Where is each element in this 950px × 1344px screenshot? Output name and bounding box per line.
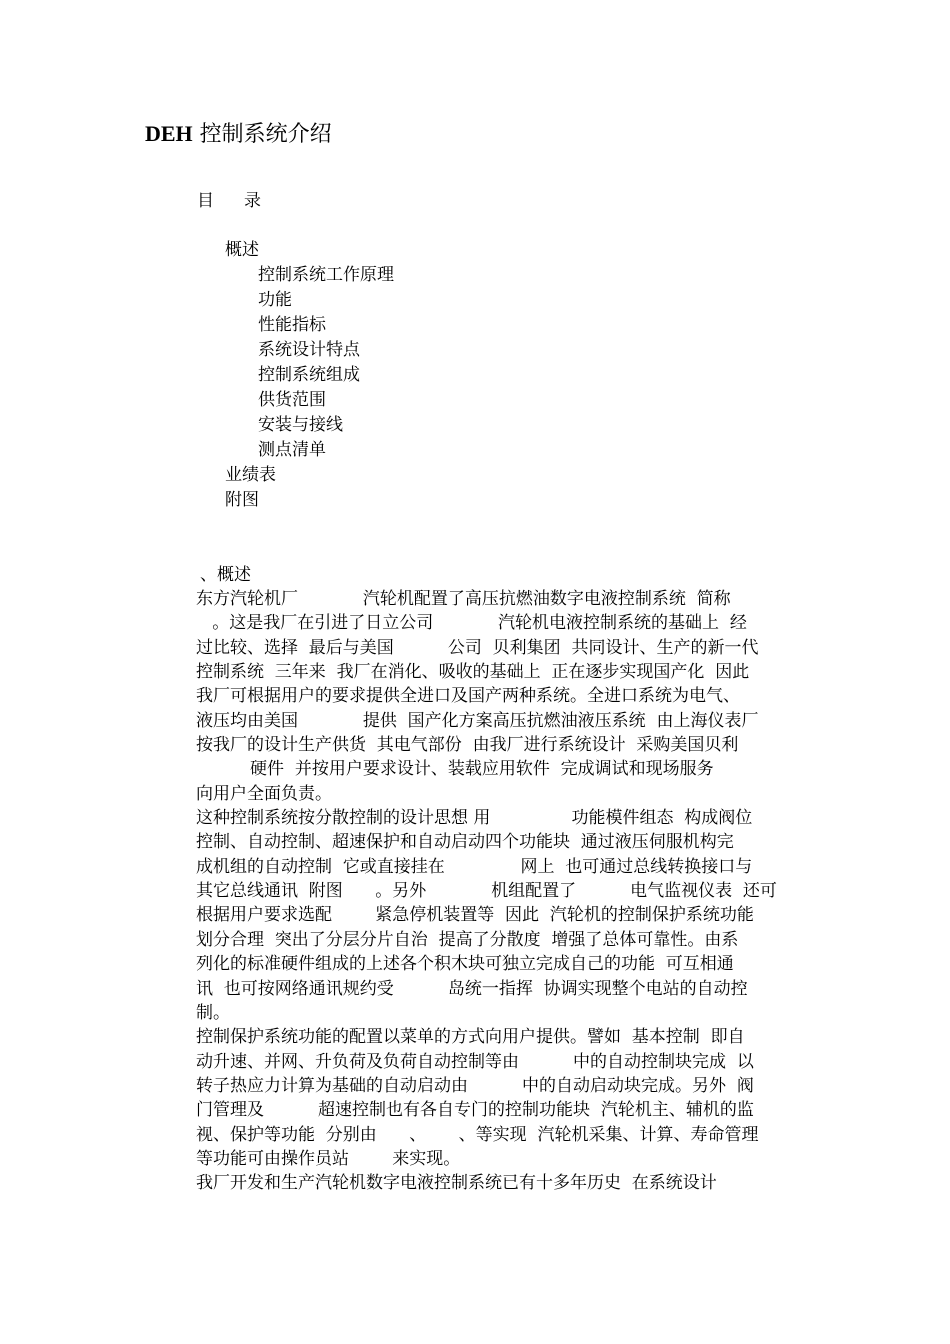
text-line: 过比较、选择 最后与美国 公司 贝利集团 共同设计、生产的新一代 (196, 637, 759, 658)
toc-item: 概述 (225, 240, 259, 260)
text-line: 列化的标准硬件组成的上述各个积木块可独立完成自己的功能 可互相通 (196, 954, 734, 975)
text-line: 东方汽轮机厂 汽轮机配置了高压抗燃油数字电液控制系统 简称 (196, 589, 731, 609)
toc-item: 测点清单 (258, 440, 326, 460)
toc-item: 业绩表 (225, 465, 276, 485)
text-line: 划分合理 突出了分层分片自治 提高了分散度 增强了总体可靠性。由系 (196, 929, 739, 950)
text-line: 控制、自动控制、超速保护和自动启动四个功能块 通过液压伺服机构完 (196, 832, 734, 853)
body-text (196, 587, 816, 1196)
title-acronym: DEH (145, 121, 193, 146)
text-line: 动升速、并网、升负荷及负荷自动控制等由 中的自动控制块完成 以 (196, 1051, 754, 1072)
text-line: 讯 也可按网络通讯规约受 岛统一指挥 协调实现整个电站的自动控 (196, 978, 748, 999)
text-line: 转子热应力计算为基础的自动启动由 中的自动启动块完成。另外 阀 (196, 1075, 754, 1096)
text-line: 其它总线通讯 附图 。另外 机组配置了 电气监视仪表 还可 (196, 881, 777, 902)
text-line: 液压均由美国 提供 国产化方案高压抗燃油液压系统 由上海仪表厂 (196, 710, 759, 731)
toc-item: 控制系统组成 (258, 365, 360, 385)
toc-heading-char-1: 目 (197, 191, 214, 211)
text-line: 向用户全面负责。 (196, 783, 332, 804)
text-line: 硬件 并按用户要求设计、装载应用软件 完成调试和现场服务 (196, 759, 714, 780)
toc-item: 安装与接线 (258, 415, 343, 435)
text-line: 我厂开发和生产汽轮机数字电液控制系统已有十多年历史 在系统设计 (196, 1173, 717, 1194)
section-heading: 、概述 (200, 565, 251, 585)
text-line: 控制保护系统功能的配置以菜单的方式向用户提供。譬如 基本控制 即自 (196, 1027, 745, 1048)
text-line: 按我厂的设计生产供货 其电气部份 由我厂进行系统设计 采购美国贝利 (196, 735, 739, 756)
text-line: 控制系统 三年来 我厂在消化、吸收的基础上 正在逐步实现国产化 因此 (196, 662, 750, 683)
toc-heading-char-2: 录 (244, 191, 261, 211)
text-line: 这种控制系统按分散控制的设计思想 用 功能模件组态 构成阀位 (196, 808, 753, 829)
title-text: 控制系统介绍 (192, 122, 332, 147)
text-line: 等功能可由操作员站 来实现。 (196, 1148, 461, 1169)
toc-item: 性能指标 (258, 315, 326, 335)
toc-item: 系统设计特点 (258, 340, 360, 360)
text-line: 视、保护等功能 分别由 、 、等实现 汽轮机采集、计算、寿命管理 (196, 1124, 759, 1145)
text-line: 门管理及 超速控制也有各自专门的控制功能块 汽轮机主、辅机的监 (196, 1100, 754, 1121)
toc-item: 供货范围 (258, 390, 326, 410)
text-line: 制。 (196, 1002, 230, 1023)
toc-item: 附图 (225, 490, 259, 510)
toc-item: 功能 (258, 290, 292, 310)
text-line: 根据用户要求选配 紧急停机装置等 因此 汽轮机的控制保护系统功能 (196, 905, 754, 926)
text-line: 成机组的自动控制 它或直接挂在 网上 也可通过总线转换接口与 (196, 856, 753, 877)
document-title (145, 118, 332, 151)
toc-heading (197, 189, 261, 213)
table-of-contents (0, 238, 394, 513)
text-line: 。这是我厂在引进了日立公司 汽轮机电液控制系统的基础上 经 (196, 613, 747, 634)
text-line: 我厂可根据用户的要求提供全进口及国产两种系统。全进口系统为电气、 (196, 686, 740, 707)
toc-item: 控制系统工作原理 (258, 265, 394, 285)
